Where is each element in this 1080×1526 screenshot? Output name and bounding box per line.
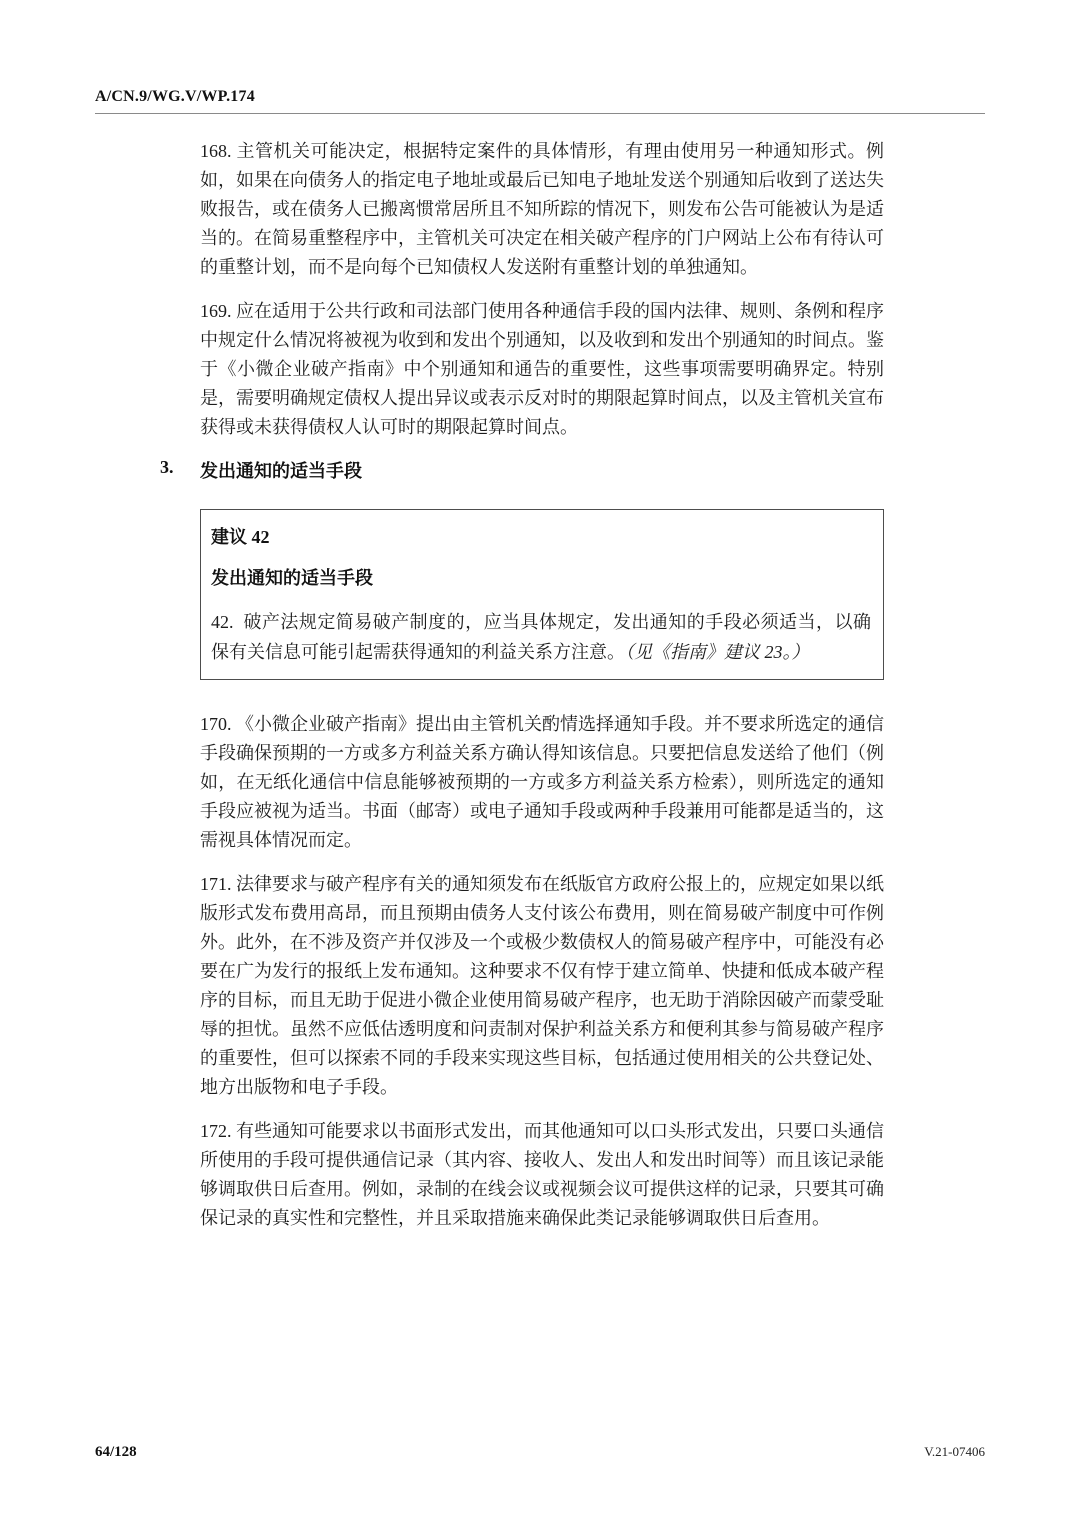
recommendation-paragraph	[211, 607, 871, 667]
recommendation-label: 建议 42	[211, 527, 270, 547]
document-footer	[95, 1444, 985, 1461]
section-number: 3.	[160, 457, 174, 477]
paragraph-171: 171. 法律要求与破产程序有关的通知须发布在纸版官方政府公报上的，应规定如果以纸版形式发布费用高昂，而且预期由债务人支付该公布费用，则在简易破产制度中可作例外。此外，在不涉及资产并仅涉及一个或极少数债权人的简易破产程序中，可能没有必要在广为发行的报纸上发布通知。这种要求不仅有悖于建立简单、快捷和低成本破产程序的目标，而且无助于促进小微企业使用简易破产程序，也无助于消除因破产而蒙受耻辱的担忧。虽然不应低估透明度和问责制对保护利益关系方和便利其参与简易破产程序的重要性，但可以探索不同的手段来实现这些目标，包括通过使用相关的公共登记处、地方出版物和电子手段。	[200, 874, 884, 1097]
page-number: 64/128	[95, 1444, 137, 1460]
paragraph-170: 170. 《小微企业破产指南》提出由主管机关酌情选择通知手段。并不要求所选定的通信手段确保预期的一方或多方利益关系方确认得知该信息。只要把信息发送给了他们（例如，在无纸化通信中信息能够被预期的一方或多方利益关系方检索），则所选定的通知手段应被视为适当。书面（邮寄）或电子通知手段或两种手段兼用可能都是适当的，这需视具体情况而定。	[200, 714, 884, 850]
document-code: V.21-07406	[924, 1444, 985, 1459]
recommendation-title: 发出通知的适当手段	[211, 568, 373, 588]
document-symbol: A/CN.9/WG.V/WP.174	[95, 88, 255, 105]
document-header	[95, 88, 985, 114]
paragraph-169: 169. 应在适用于公共行政和司法部门使用各种通信手段的国内法律、规则、条例和程序中规定什么情况将被视为收到和发出个别通知，以及收到和发出个别通知的时间点。鉴于《小微企业破产指南》中个别通知和通告的重要性，这些事项需要明确界定。特别是，需要明确规定债权人提出异议或表示反对时的期限起算时间点，以及主管机关宣布获得或未获得债权人认可时的期限起算时间点。	[200, 301, 884, 437]
paragraph-172: 172. 有些通知可能要求以书面形式发出，而其他通知可以口头形式发出，只要口头通信所使用的手段可提供通信记录（其内容、接收人、发出人和发出时间等）而且该记录能够调取供日后查用。例如，录制的在线会议或视频会议可提供这样的记录，只要其可确保记录的真实性和完整性，并且采取措施来确保此类记录能够调取供日后查用。	[200, 1121, 884, 1228]
section-heading	[160, 457, 884, 483]
recommendation-box	[200, 509, 884, 680]
document-body	[160, 137, 884, 1233]
section-title: 发出通知的适当手段	[200, 461, 362, 481]
paragraph-168: 168. 主管机关可能决定，根据特定案件的具体情形，有理由使用另一种通知形式。例如，如果在向债务人的指定电子地址或最后已知电子地址发送个别通知后收到了送达失败报告，或在债务人已搬离惯常居所且不知所踪的情况下，则发布公告可能被认为是适当的。在简易重整程序中，主管机关可决定在相关破产程序的门户网站上公布有待认可的重整计划，而不是向每个已知债权人发送附有重整计划的单独通知。	[200, 141, 884, 277]
header-divider	[95, 113, 985, 114]
recommendation-citation: （见《指南》建议 23。）	[625, 642, 810, 662]
recommendation-text: 42. 破产法规定简易破产制度的，应当具体规定，发出通知的手段必须适当，以确保有关信息可能引起需获得通知的利益关系方注意。	[211, 612, 871, 662]
